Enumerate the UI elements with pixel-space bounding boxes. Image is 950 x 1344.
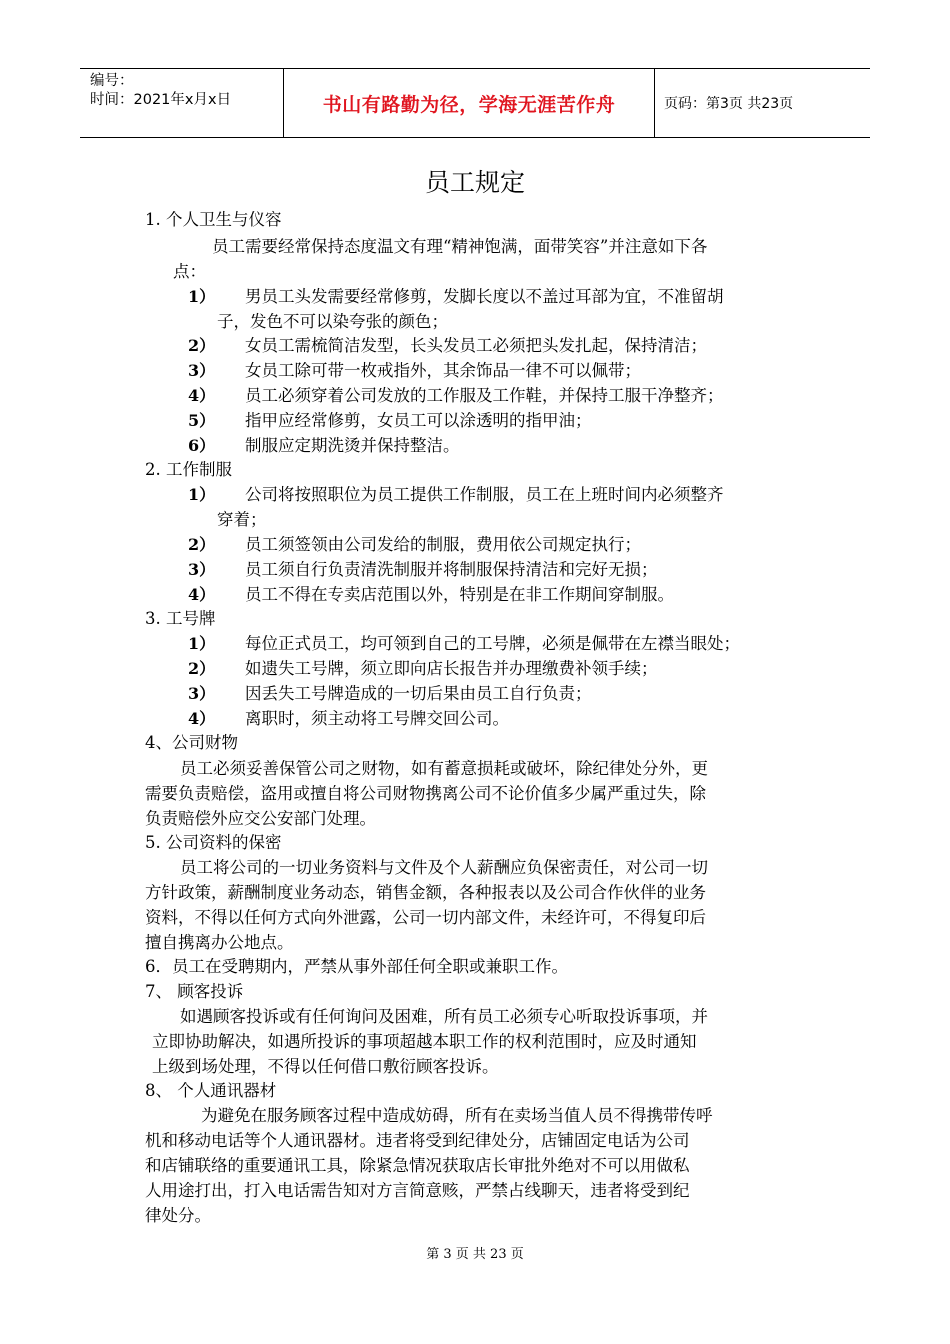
list-item-continuation: 子，发色不可以染夸张的颜色；	[217, 312, 448, 331]
list-item: 女员工除可带一枚戒指外，其余饰品一律不可以佩带；	[245, 361, 641, 380]
section-heading: 5. 公司资料的保密	[145, 833, 282, 852]
paragraph-line: 方针政策，薪酬制度业务动态，销售金额，各种报表以及公司合作伙伴的业务	[145, 883, 706, 902]
list-item-continuation: 穿着；	[217, 510, 267, 529]
item-number: 4）	[188, 585, 216, 604]
section-heading: 6．员工在受聘期内，严禁从事外部任何全职或兼职工作。	[145, 957, 568, 976]
item-number: 3）	[188, 361, 216, 380]
list-item: 女员工需梳简洁发型，长头发员工必须把头发扎起，保持清洁；	[245, 336, 707, 355]
section-heading: 7、 顾客投诉	[145, 982, 244, 1001]
paragraph-line: 需要负责赔偿，盗用或擅自将公司财物携离公司不论价值多少属严重过失，除	[145, 784, 706, 803]
item-number: 6）	[188, 436, 216, 455]
paragraph-line: 资料，不得以任何方式向外泄露，公司一切内部文件，未经许可，不得复印后	[145, 908, 706, 927]
list-item: 员工不得在专卖店范围以外，特别是在非工作期间穿制服。	[245, 585, 674, 604]
paragraph-line: 员工必须妥善保管公司之财物，如有蓄意损耗或破坏，除纪律处分外，更	[180, 759, 708, 778]
paragraph-line: 为避免在服务顾客过程中造成妨碍，所有在卖场当值人员不得携带传呼	[201, 1106, 713, 1125]
paragraph-line: 立即协助解决，如遇所投诉的事项超越本职工作的权利范围时，应及时通知	[152, 1032, 697, 1051]
section-heading: 1. 个人卫生与仪容	[145, 210, 282, 229]
paragraph-line: 如遇顾客投诉或有任何询问及困难，所有员工必须专心听取投诉事项，并	[180, 1007, 708, 1026]
section-heading: 3. 工号牌	[145, 609, 216, 628]
item-number: 1）	[188, 287, 216, 306]
paragraph-line: 员工需要经常保持态度温文有理“精神饱满，面带笑容”并注意如下各	[212, 237, 708, 256]
list-item: 员工须自行负责清洗制服并将制服保持清洁和完好无损；	[245, 560, 658, 579]
paragraph-line: 擅自携离办公地点。	[145, 933, 294, 952]
page-header	[80, 68, 870, 138]
item-number: 1）	[188, 485, 216, 504]
paragraph-line: 律处分。	[145, 1206, 211, 1225]
list-item: 公司将按照职位为员工提供工作制服，员工在上班时间内必须整齐	[245, 485, 724, 504]
item-number: 5）	[188, 411, 216, 430]
list-item: 指甲应经常修剪，女员工可以涂透明的指甲油；	[245, 411, 592, 430]
paragraph-line: 人用途打出，打入电话需告知对方言简意赅，严禁占线聊天，违者将受到纪	[145, 1181, 690, 1200]
item-number: 3）	[188, 560, 216, 579]
document-title: 员工规定	[424, 168, 525, 197]
header-page-info: 页码：第3页 共23页	[664, 96, 794, 112]
paragraph-line: 员工将公司的一切业务资料与文件及个人薪酬应负保密责任，对公司一切	[180, 858, 708, 877]
list-item: 员工必须穿着公司发放的工作服及工作鞋，并保持工服干净整齐；	[245, 386, 724, 405]
item-number: 2）	[188, 535, 216, 554]
document-time-label: 时间：2021年x月x日	[90, 92, 232, 108]
list-item: 男员工头发需要经常修剪，发脚长度以不盖过耳部为宜，不准留胡	[245, 287, 724, 306]
item-number: 2）	[188, 659, 216, 678]
paragraph-line: 点：	[173, 262, 206, 281]
header-motto: 书山有路勤为径，学海无涯苦作舟	[283, 69, 655, 137]
item-number: 1）	[188, 634, 216, 653]
header-left-cell	[80, 69, 283, 137]
paragraph-line: 机和移动电话等个人通讯器材。违者将受到纪律处分，店铺固定电话为公司	[145, 1131, 690, 1150]
list-item: 离职时，须主动将工号牌交回公司。	[245, 709, 509, 728]
list-item: 如遗失工号牌，须立即向店长报告并办理缴费补领手续；	[245, 659, 658, 678]
item-number: 4）	[188, 386, 216, 405]
document-number-label: 编号：	[90, 73, 134, 89]
page-footer: 第 3 页 共 23 页	[426, 1247, 524, 1262]
item-number: 3）	[188, 684, 216, 703]
paragraph-line: 和店铺联络的重要通讯工具，除紧急情况获取店长审批外绝对不可以用做私	[145, 1156, 690, 1175]
section-heading: 2. 工作制服	[145, 460, 232, 479]
paragraph-line: 负责赔偿外应交公安部门处理。	[145, 809, 376, 828]
section-heading: 8、 个人通讯器材	[145, 1081, 277, 1100]
item-number: 4）	[188, 709, 216, 728]
paragraph-line: 上级到场处理，不得以任何借口敷衍顾客投诉。	[152, 1057, 499, 1076]
list-item: 每位正式员工，均可领到自己的工号牌，必须是佩带在左襟当眼处；	[245, 634, 740, 653]
list-item: 制服应定期洗烫并保持整洁。	[245, 436, 460, 455]
list-item: 因丢失工号牌造成的一切后果由员工自行负责；	[245, 684, 592, 703]
section-heading: 4、公司财物	[145, 733, 238, 752]
list-item: 员工须签领由公司发给的制服，费用依公司规定执行；	[245, 535, 641, 554]
item-number: 2）	[188, 336, 216, 355]
